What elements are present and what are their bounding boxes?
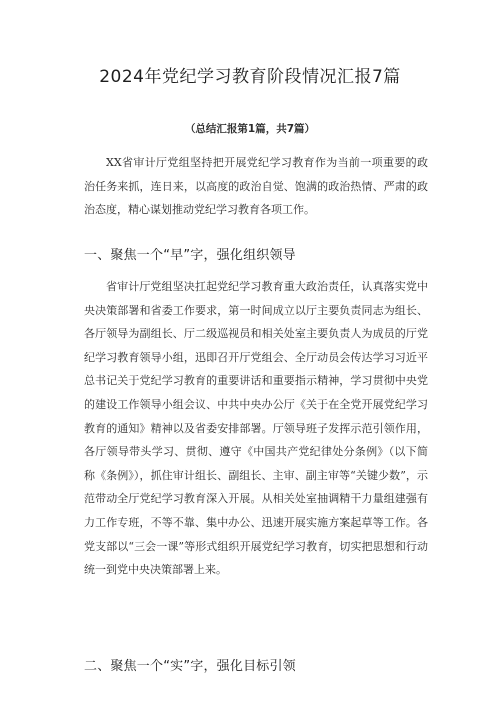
intro-paragraph: XX省审计厅党组坚持把开展党纪学习教育作为当前一项重要的政治任务来抓，连日来，以高度的政治自觉、饱满的政治热情、严肃的政治态度，精心谋划推动党纪学习教育各项工作。	[84, 156, 428, 217]
section-body-1: 省审计厅党组坚决扛起党纪学习教育重大政治责任，认真落实党中央决策部署和省委工作要求，第一时间成立以厅主要负责同志为组长、各厅领导为副组长、厅二级巡视员和相关处室主要负责人为成员的厅党纪学习教育领导小组，迅即召开厅党组会、全厅动员会传达学习习近平总书记关于党纪学习教育的重要讲话和重要指示精神，学习贯彻中央党的建设工作领导小组会议、中共中央办公厅《关于在全党开展党纪学习教育的通知》精神以及省委安排部署。厅领导班子发挥示范引领作用，各厅领导带头学习、贯彻、遵守《中国共产党纪律处分条例》（以下简称《条例》），抓住审计组长、副组长、主审、副主审等“关键少数”，示范带动全厅党纪学习教育深入开展。从相关处室抽调精干力量组建强有力工作专班，不等不靠、集中办公、迅速开展实施方案起草等工作。各党支部以“三会一课”等形式组织开展党纪学习教育，切实把思想和行动统一到党中央决策部署上来。	[84, 280, 428, 577]
section-heading-1: 一、聚焦一个“早”字，强化组织领导	[84, 248, 296, 263]
document-subtitle: （总结汇报第1篇，共7篇）	[184, 123, 316, 135]
document-title: 2024年党纪学习教育阶段情况汇报7篇	[99, 67, 401, 87]
section-heading-2: 二、聚焦一个“实”字，强化目标引领	[84, 659, 296, 674]
